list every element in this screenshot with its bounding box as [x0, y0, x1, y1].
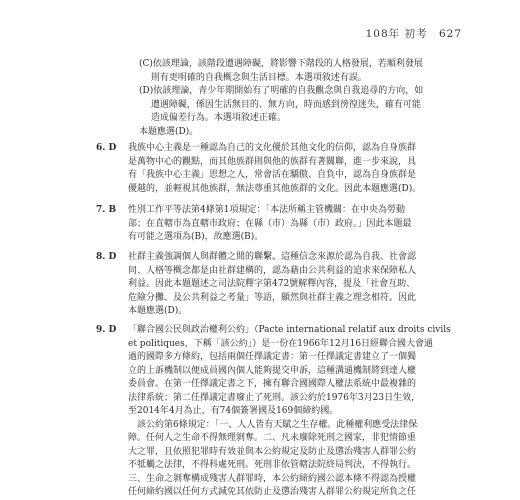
text-line: 我族中心主義是一種認為自己的文化優於其他文化的信仰，認為自身族群 [128, 143, 417, 153]
text-line: 過的國際多方條約，包括兩個任擇議定書：第一任擇議定書建立了一個獨 [128, 352, 417, 362]
text-line: et politiques，下稱「該公約」）是一份在1966年12月16日經聯合國大會通 [128, 338, 434, 349]
text-line: 至2014年4月為止，有74個簽署國及169個締約國。 [128, 406, 339, 416]
question-9-text [128, 324, 468, 500]
answer-letter: D [108, 252, 117, 262]
text-line: 遭遇障礙，係因生活無目的、無方向，時而感到徬徨迷失，確有可能 [139, 99, 421, 110]
text-line: 該公約第6條規定：「一、人人皆有天賦之生存權。此種權利應受法律保 [128, 419, 418, 430]
text-line: 立的上訴機制以便成員國內個人能夠提交申訴，這種溝通機制將到達人權 [128, 365, 417, 376]
text-line: 「聯合國公民與政治權利公約」（Pacte international relatif aux droits civils [128, 325, 451, 335]
text-line: 造成偏差行為。本選項敘述正確。 [139, 113, 286, 123]
text-line: 本題應選(D)。 [128, 306, 188, 316]
answer-letter: B [108, 205, 117, 215]
text-line: 不牴觸之法律，不得科處死刑。死刑非依管轄法院終局判決，不得執行。 [128, 460, 417, 470]
text-line: 同、人格等概念都是由社群建構的，認為藉由公共利益的追求來保障私人 [128, 265, 417, 276]
question-9-label [96, 324, 116, 338]
text-line: 任何締約國以任何方式減免其依防止及懲治殘害人群罪公約規定所負之任 [128, 487, 417, 497]
text-line: 是萬物中心的觀點，而其他族群則與他的族群有著關聯，進一步來說，具 [128, 156, 417, 167]
question-8-text [128, 251, 468, 319]
page-header: 108年 初考 627 [365, 28, 462, 40]
text-line: 危險分攤、及公共利益之考量」等語，顯然與社群主義之理念相符。因此 [128, 292, 417, 303]
text-line: 社群主義強調個人與群體之間的聯繫。這種信念來源於認為自我、社會認 [128, 252, 417, 262]
text-line: 部；在直轄市為直轄市政府；在縣（市）為縣（市）政府。」因此本題最 [128, 218, 412, 229]
text-line: 三、生命之剝奪構成殘害人群罪時，本公約締約國公認本條不得認為授權 [128, 473, 417, 484]
answer-letter: D [108, 143, 117, 153]
text-line: 優越的，並輕視其他族群，無法尊重其他族群的文化。因此本題應選(D)。 [128, 183, 422, 194]
text-line: 有可能之選項為(B)，故應選(B)。 [128, 232, 264, 242]
question-7-text [128, 204, 468, 245]
question-number: 6. [96, 143, 106, 153]
question-number: 9. [96, 325, 106, 335]
answer-letter: D [108, 325, 117, 335]
question-6-text [128, 142, 468, 196]
question-7-label [96, 204, 116, 218]
question-6-label [96, 142, 116, 156]
text-line: 障。任何人之生命不得無理剝奪。二、凡未廢除死刑之國家，非犯情節重 [128, 433, 417, 443]
text-line: (D)依該理論，青少年期開始有了明確的自我觀念與自我追尋的方向，如 [139, 86, 424, 96]
text-line: 委員會。在第一任擇議定書之下，擁有聯合國國際人權法系統中最複雜的 [128, 379, 417, 389]
text-line: 本題應選(D)。 [139, 126, 199, 137]
text-line: 法律系統；第二任擇議定書廢止了死刑。該公約於1976年3月23日生效， [128, 392, 421, 403]
question-8-label [96, 251, 116, 265]
question-number: 7. [96, 205, 106, 215]
text-line: 利益。因此本題題述之司法院釋字第472號解釋內容，提及「社會互助、 [128, 279, 416, 289]
text-line: 性別工作平等法第4條第1項規定：「本法所稱主管機關：在中央為勞動 [128, 205, 405, 215]
continuation-block [139, 58, 469, 139]
text-line: (C)依該理論，該階段遭遇障礙，將影響下階段的人格發展，若順利發展 [139, 59, 423, 69]
text-line: 有「我族中心主義」思想之人，常會活在驕傲、自負中，認為自身族群是 [128, 170, 417, 180]
question-number: 8. [96, 252, 106, 262]
text-line: 則有更明確的自我概念與生活目標。本選項敘述有誤。 [139, 72, 367, 83]
text-line: 大之罪，且依照犯罪時有效並與本公約規定及防止及懲治殘害人群罪公約 [128, 446, 417, 457]
